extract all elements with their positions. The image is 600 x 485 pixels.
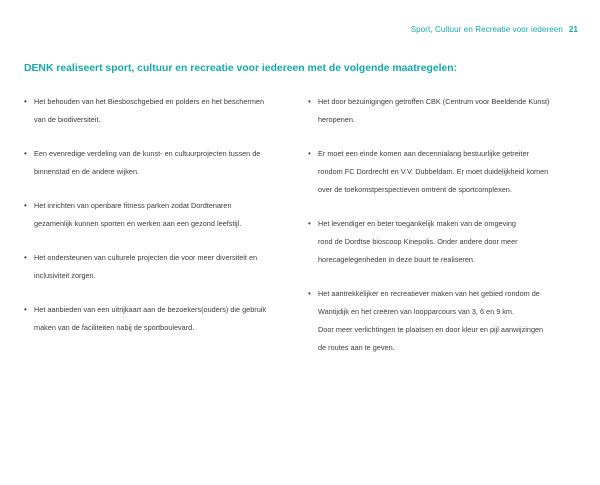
bullet-text-line: binnenstad en de andere wijken. [34, 167, 140, 176]
running-header [411, 25, 578, 34]
page-number: 21 [568, 25, 578, 34]
section-title: Sport, Cultuur en Recreatie voor iedereen [410, 25, 563, 34]
bullet-item [24, 249, 286, 285]
bullet-dot: • [24, 149, 27, 158]
bullet-dot: • [24, 97, 27, 106]
bullet-text-line: Het ondersteunen van culturele projecten die voor meer diversiteit en [34, 253, 258, 262]
bullet-text-line: inclusiviteit zorgen. [34, 271, 96, 280]
bullet-text-line: gezamenlijk kunnen sporten en werken aan een gezond leefstijl. [34, 219, 242, 228]
bullet-text-line: Het behouden van het Biesboschgebied en polders en het beschermen [34, 97, 265, 106]
bullet-text-line: maken van de faciliteiten nabij de sportboulevard. [34, 323, 195, 332]
bullet-dot: • [24, 201, 27, 210]
bullet-text-line: Het levendiger en beter toegankelijk maken van de omgeving [318, 219, 516, 228]
bullet-dot: • [308, 289, 311, 298]
bullet-item [24, 93, 286, 129]
bullet-text-line: heropenen. [318, 115, 355, 124]
bullet-item [308, 285, 570, 357]
bullet-text-line: over de toekomstperspectieven omtrent de sportcomplexen. [318, 185, 512, 194]
bullet-item [308, 145, 570, 199]
bullet-item [24, 197, 286, 233]
bullet-text-line: Wantijdijk en het creëren van loopparcours van 3, 6 en 9 km. [318, 307, 515, 316]
bullet-text-line: Het aanbieden van een uitrijkaart aan de bezoekers(ouders) die gebruik [34, 305, 267, 314]
bullet-text-line: Het aantrekkelijker en recreatiever maken van het gebied rondom de [318, 289, 540, 298]
bullet-item [308, 215, 570, 269]
bullet-text-line: de routes aan te geven. [318, 343, 395, 352]
bullet-text-line: Een evenredige verdeling van de kunst- en cultuurprojecten tussen de [34, 149, 261, 158]
bullet-dot: • [24, 253, 27, 262]
bullet-item [308, 93, 570, 129]
left-column [24, 93, 286, 337]
bullet-item [24, 301, 286, 337]
bullet-dot: • [308, 97, 311, 106]
bullet-text-line: Het door bezuinigingen getroffen CBK (Centrum voor Beeldende Kunst) [318, 97, 550, 106]
bullet-text-line: rond de Dordtse bioscoop Kinepolis. Onder andere door meer [318, 237, 518, 246]
bullet-text-line: Er moet een einde komen aan decennialang bestuurlijke getreiter [318, 149, 529, 158]
bullet-text-line: rondom FC Dordrecht en V.V. Dubbeldam. Er moet duidelijkheid komen [318, 167, 549, 176]
right-column [308, 93, 570, 357]
bullet-text-line: horecagelegenheden in deze buurt te realiseren. [318, 255, 475, 264]
bullet-dot: • [308, 149, 311, 158]
bullet-item [24, 145, 286, 181]
bullet-text-line: Door meer verlichtingen te plaatsen en door kleur en pijl aanwijzingen [318, 325, 544, 334]
bullet-text-line: van de biodiversiteit. [34, 115, 101, 124]
bullet-text-line: Het inrichten van openbare fitness parken zodat Dordtenaren [34, 201, 232, 210]
bullet-dot: • [24, 305, 27, 314]
bullet-dot: • [308, 219, 311, 228]
page-heading: DENK realiseert sport, cultuur en recreatie voor iedereen met de volgende maatregelen: [24, 63, 458, 74]
